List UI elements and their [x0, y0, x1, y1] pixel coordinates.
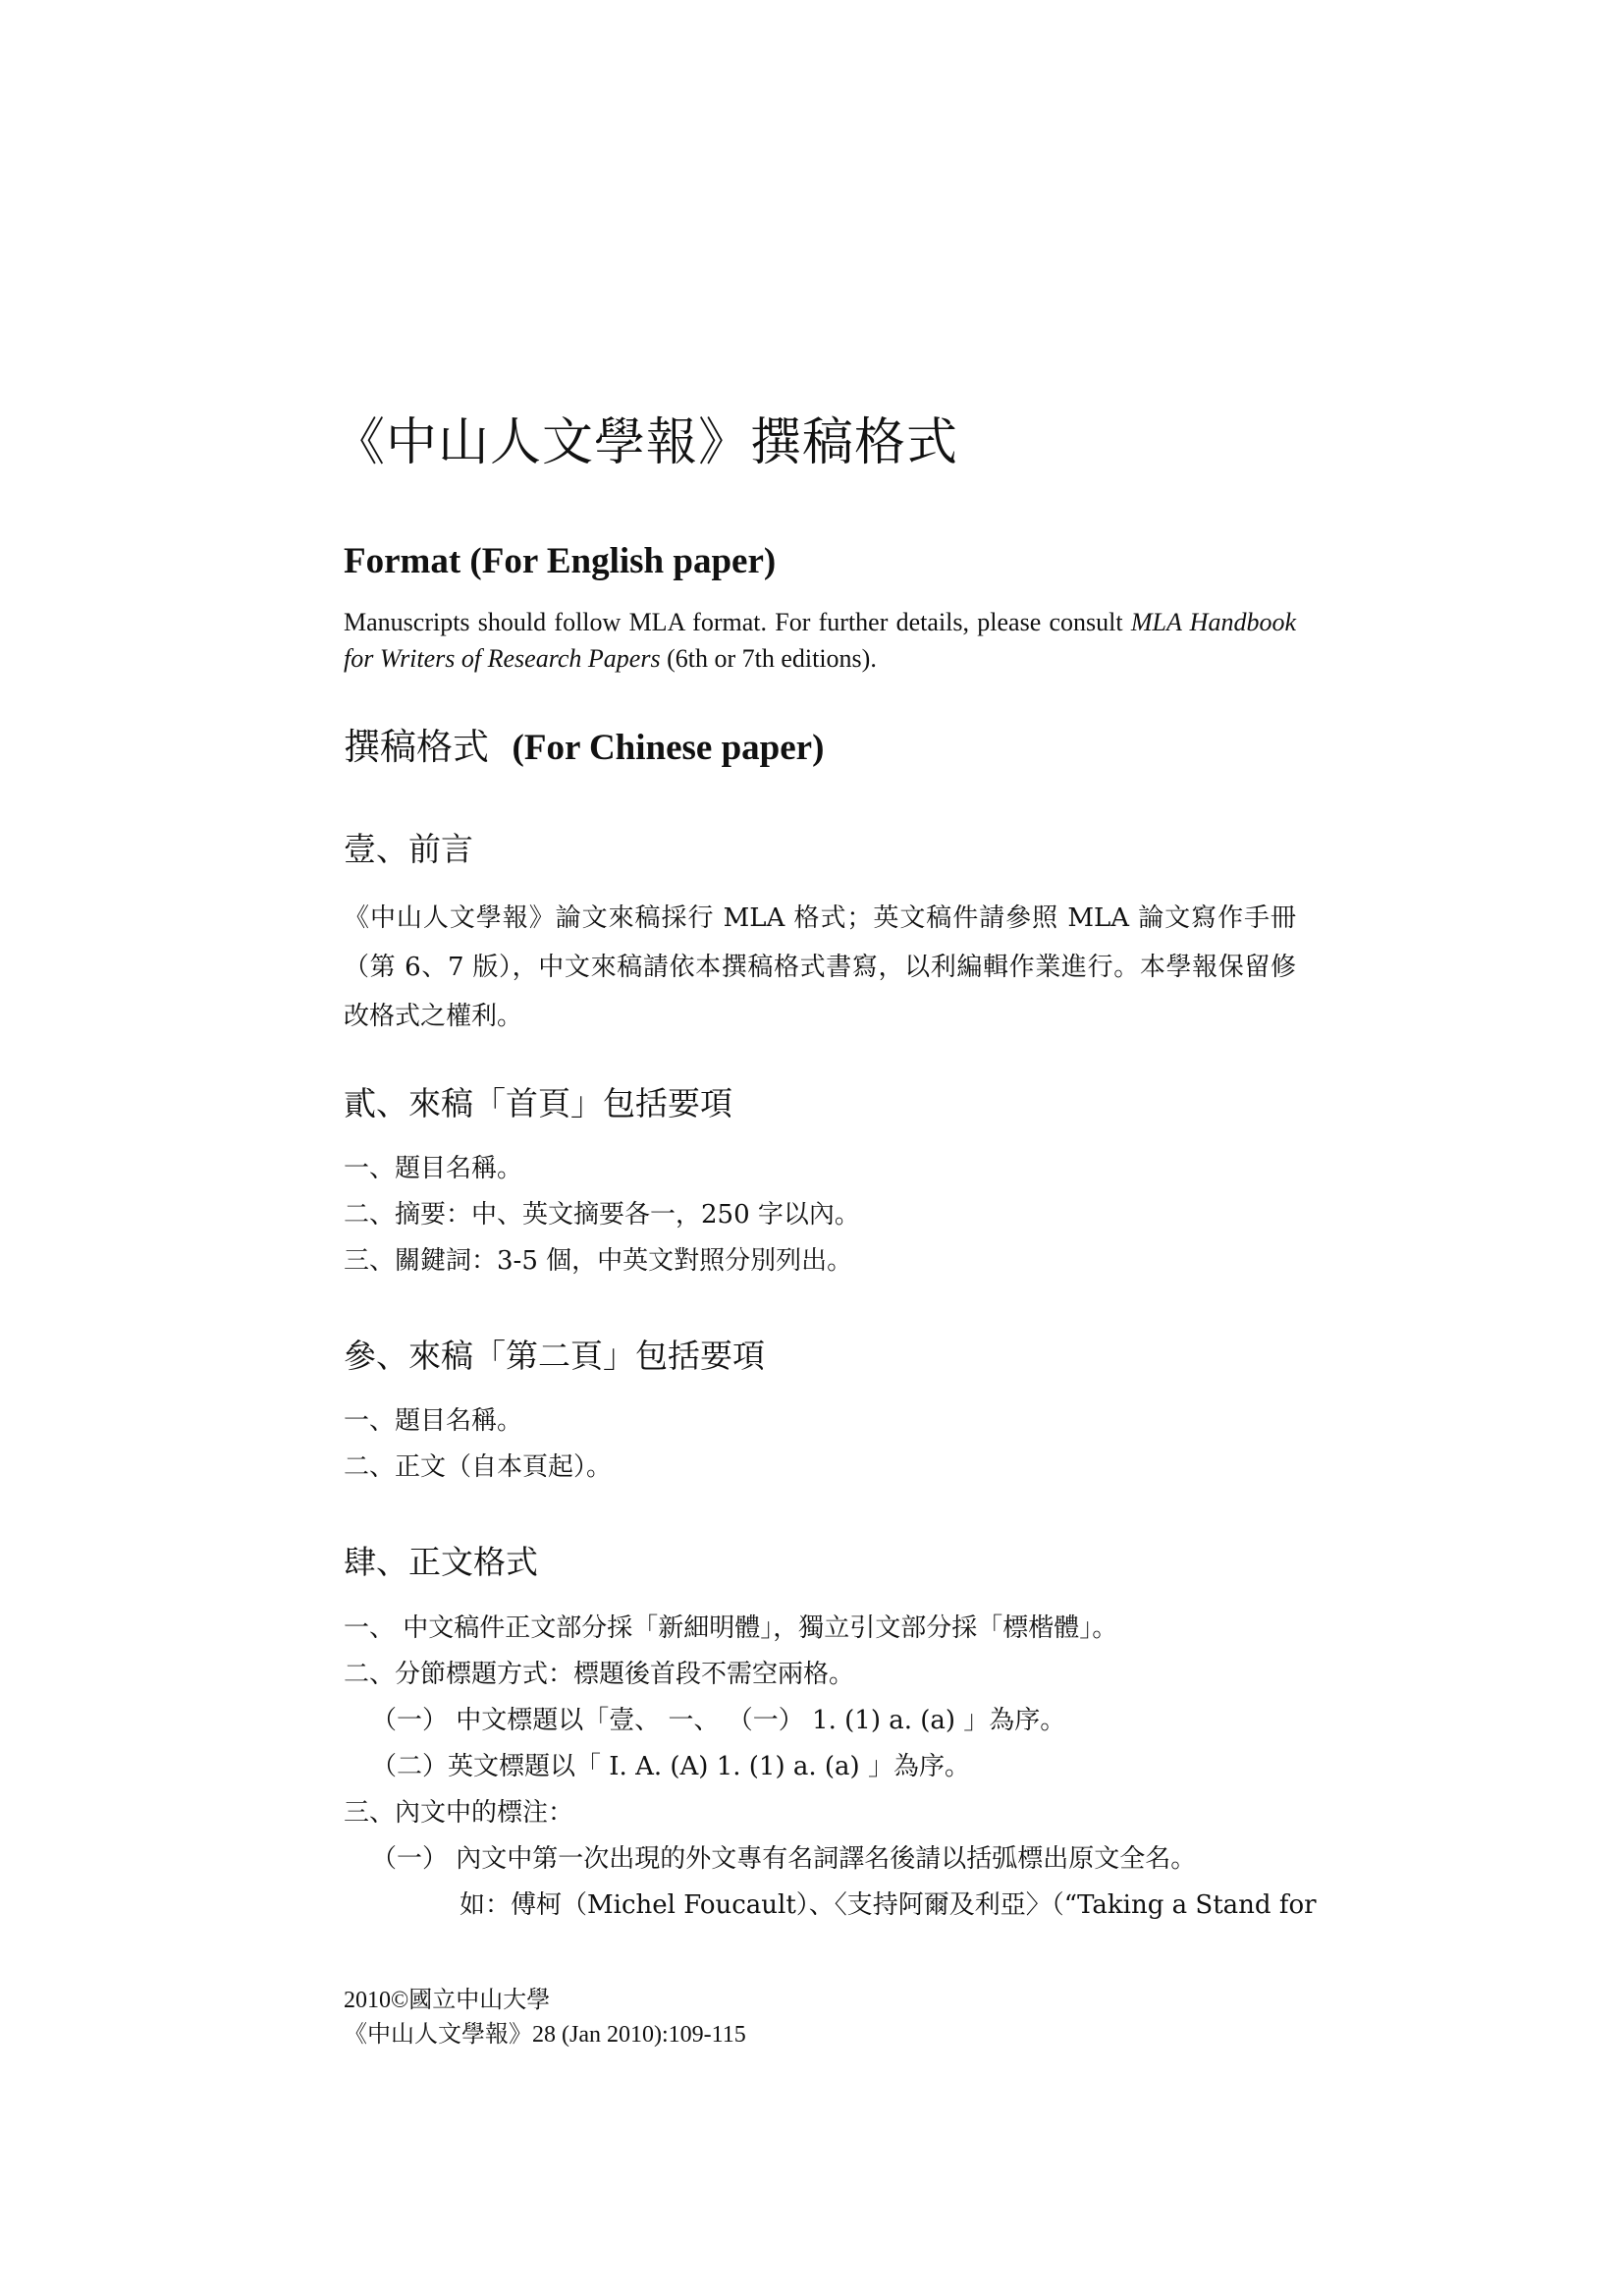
- first-page-item: 三、關鍵詞：3-5 個，中英文對照分別列出。: [344, 1246, 853, 1276]
- preface-paragraph: 《中山人文學報》論文來稿採行 MLA 格式；英文稿件請參照 MLA 論文寫作手冊（第 6、7 版），中文來稿請依本撰稿格式書寫，以利編輯作業進行。本學報保留修改格式之權利。: [344, 903, 1296, 1031]
- body-format-item: 一、 中文稿件正文部分採「新細明體」，獨立引文部分採「標楷體」。: [344, 1613, 1118, 1643]
- body-format-subitem: （二）英文標題以「 I. A. (A) 1. (1) a. (a) 」為序。: [371, 1752, 970, 1781]
- body-format-subitem: （一） 中文標題以「壹、 一、 （一） 1. (1) a. (a) 」為序。: [371, 1706, 1066, 1735]
- body-format-subitem: （一） 內文中第一次出現的外文專有名詞譯名後請以括弧標出原文全名。: [371, 1844, 1197, 1874]
- mla-handbook-title: MLA Handbook for Writers of Research Papers: [344, 608, 1296, 673]
- english-paragraph-text: Manuscripts should follow MLA format. For further details, please consult: [344, 608, 1131, 636]
- english-paragraph-edition: (6th or 7th editions).: [660, 644, 877, 673]
- section-heading-second-page: 參、來稿「第二頁」包括要項: [344, 1337, 765, 1375]
- section-heading-preface: 壹、前言: [344, 830, 473, 868]
- first-page-item: 一、題目名稱。: [344, 1154, 523, 1183]
- first-page-item: 二、摘要：中、英文摘要各一，250 字以內。: [344, 1200, 860, 1230]
- footer-citation: 《中山人文學報》28 (Jan 2010):109-115: [344, 2022, 746, 2048]
- english-format-paragraph: [344, 604, 1296, 677]
- second-page-item: 一、題目名稱。: [344, 1406, 523, 1436]
- section-heading-first-page: 貳、來稿「首頁」包括要項: [344, 1084, 732, 1122]
- page-title: 《中山人文學報》撰稿格式: [334, 413, 959, 472]
- chinese-format-heading-en: (For Chinese paper): [512, 728, 825, 768]
- chinese-format-heading: [344, 726, 825, 768]
- body-format-item: 三、內文中的標注：: [344, 1798, 574, 1828]
- chinese-format-heading-cn: 撰稿格式: [344, 726, 489, 768]
- footer-copyright: 2010©國立中山大學: [344, 1988, 551, 2013]
- body-format-example: 如：傅柯（Michel Foucault）、〈支持阿爾及利亞〉（“Taking a Stand for: [460, 1890, 1317, 1920]
- second-page-item: 二、正文（自本頁起）。: [344, 1452, 613, 1482]
- body-format-item: 二、分節標題方式：標題後首段不需空兩格。: [344, 1660, 855, 1689]
- section-heading-body-format: 肆、正文格式: [344, 1543, 538, 1581]
- english-format-heading: Format (For English paper): [344, 541, 777, 581]
